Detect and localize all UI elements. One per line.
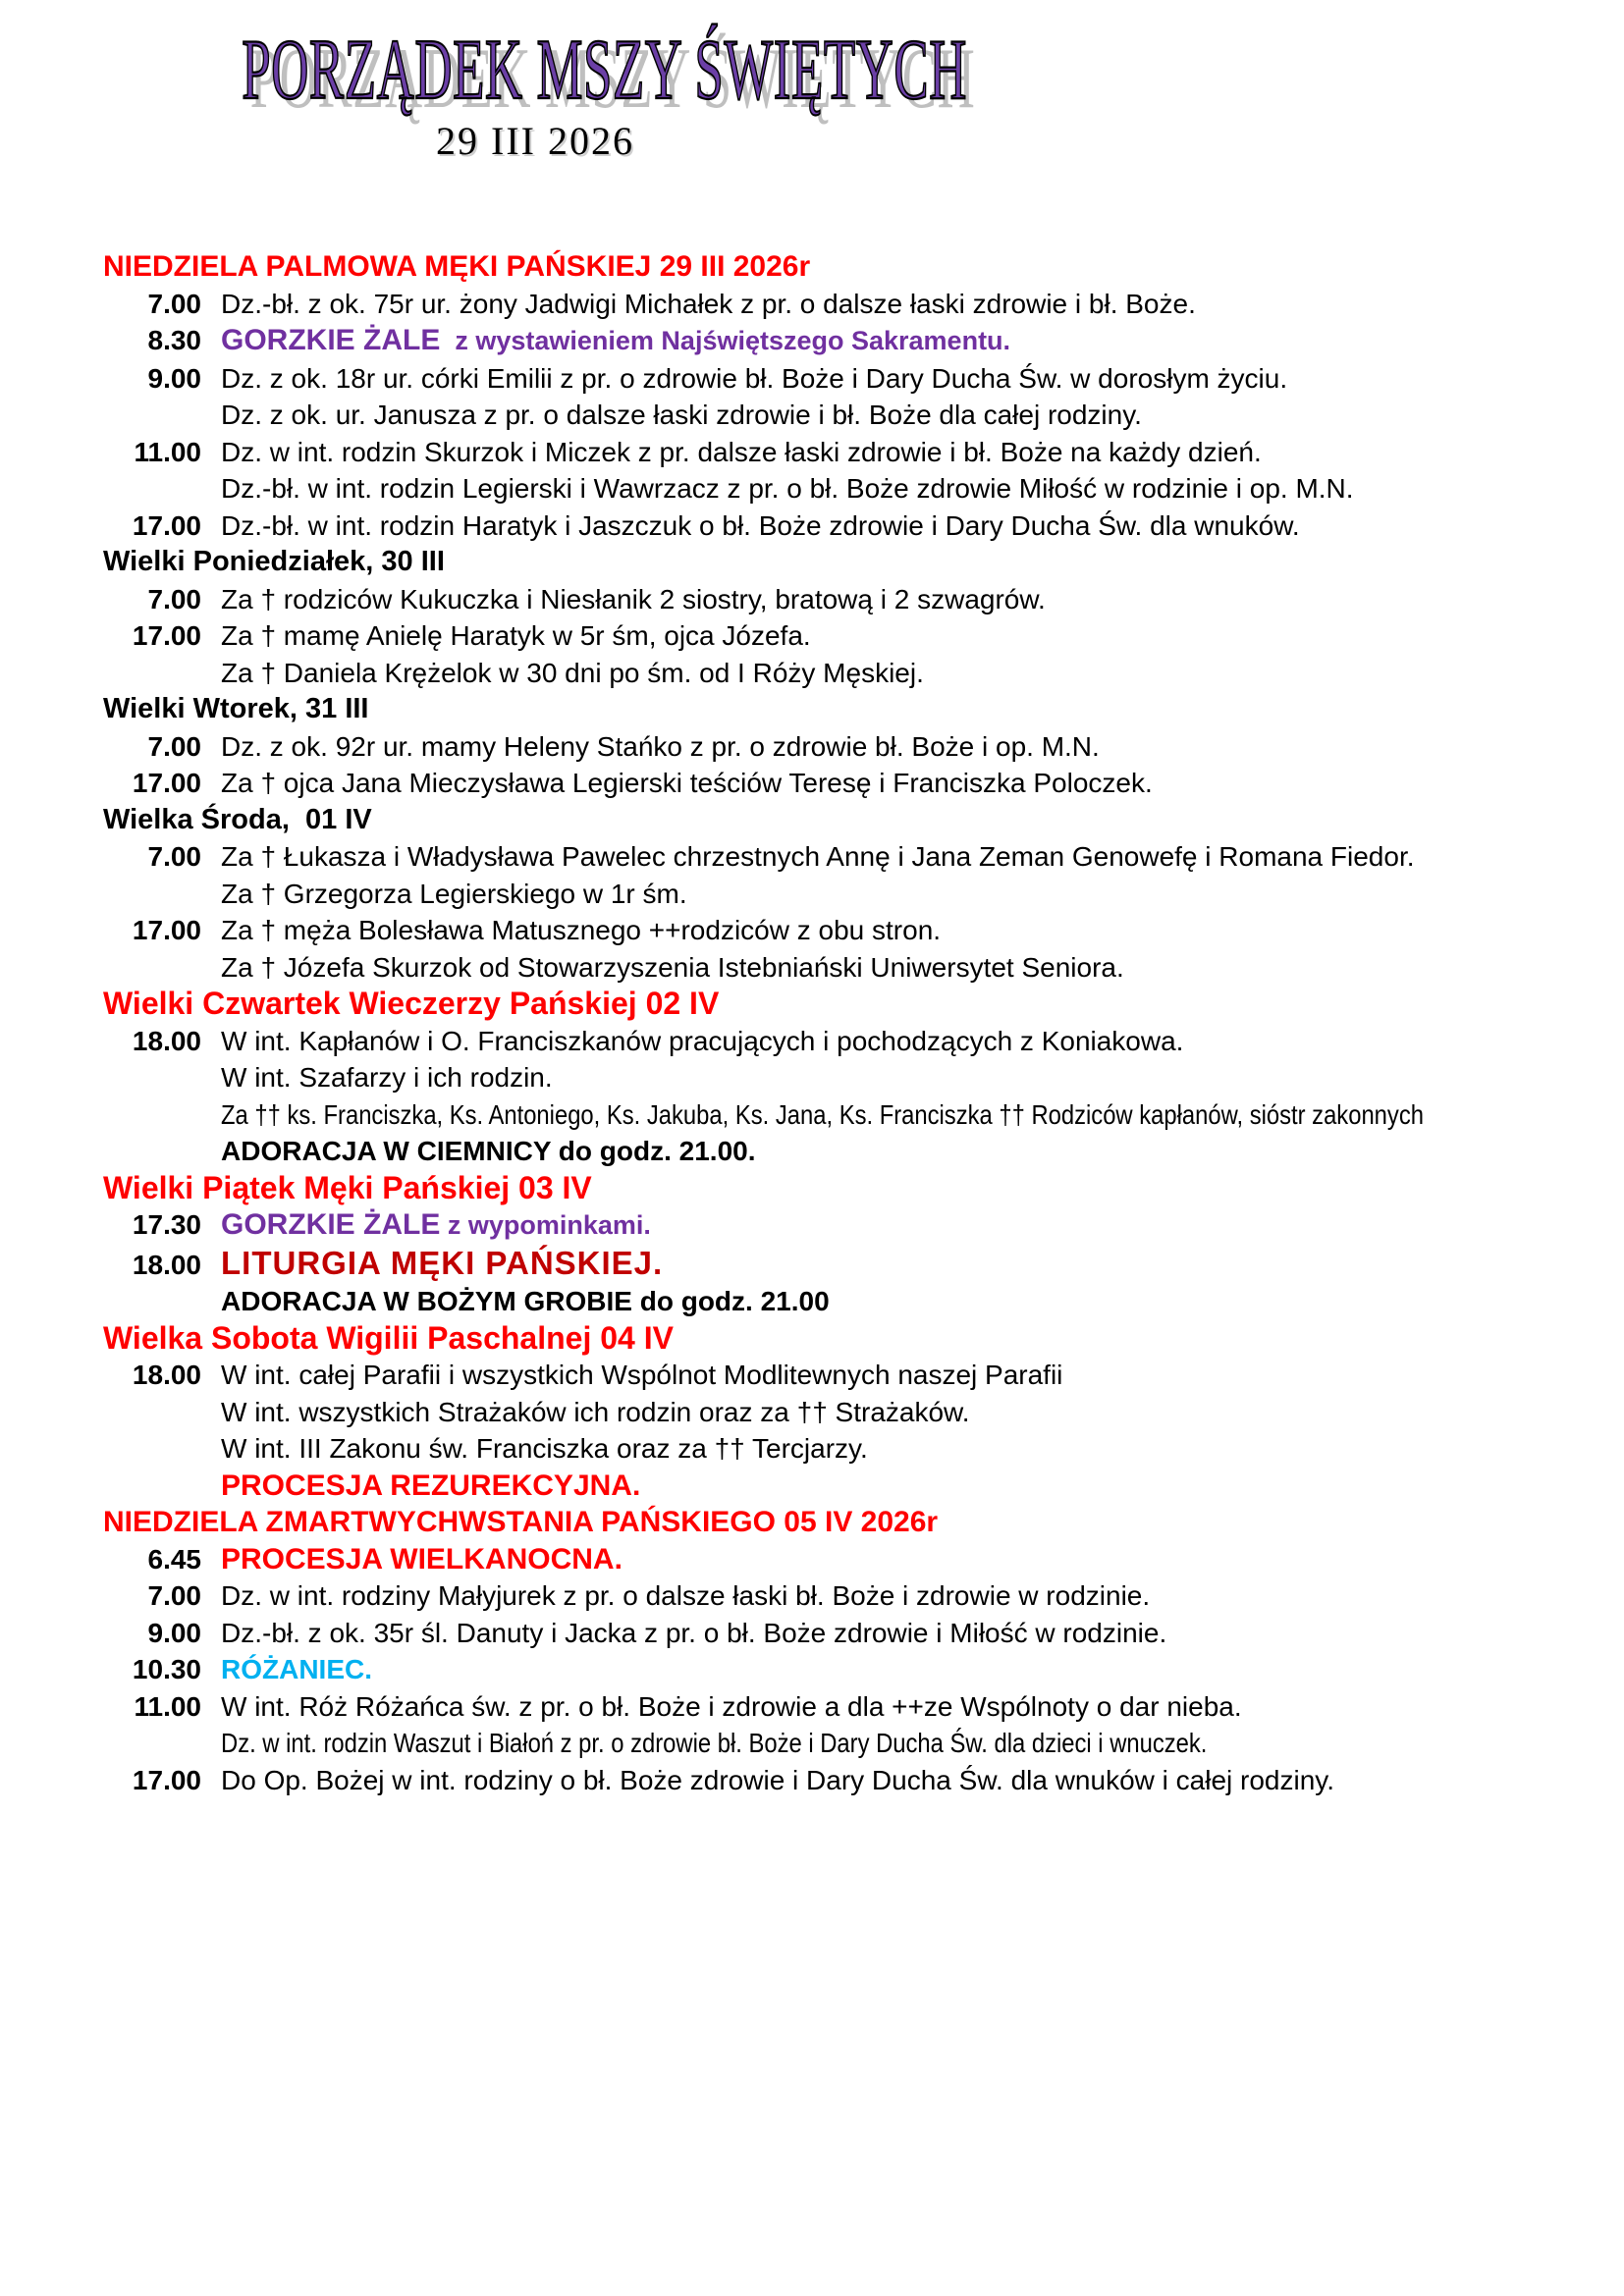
entry-text	[221, 1394, 970, 1431]
entry-text-segment: Za † Łukasza i Władysława Pawelec chrzestnych Annę i Jana Zeman Genowefę i Romana Fiedor.	[221, 841, 1415, 873]
entry-text-segment: Dz.-bł. w int. rodzin Legierski i Wawrzacz z pr. o bł. Boże zdrowie Miłość w rodzinie i op. M.N.	[221, 473, 1354, 505]
mass-entry	[103, 1245, 1624, 1284]
mass-entry	[103, 1133, 1624, 1170]
entry-text	[221, 728, 1100, 766]
entry-text	[221, 1245, 663, 1284]
entry-text-segment: Dz.-bł. z ok. 75r ur. żony Jadwigi Michałek z pr. o dalsze łaski zdrowie i bł. Boże.	[221, 288, 1196, 319]
entry-text-segment: Dz. w int. rodziny Małyjurek z pr. o dalsze łaski bł. Boże i zdrowie w rodzinie.	[221, 1580, 1151, 1612]
entry-text-segment: PROCESJA REZUREKCYJNA.	[221, 1468, 641, 1502]
mass-entry	[103, 728, 1624, 766]
entry-text-segment: Za † męża Bolesława Matusznego ++rodziców z obu stron.	[221, 915, 942, 946]
mass-entry	[103, 1357, 1624, 1394]
entry-text-segment: ADORACJA W BOŻYM GROBIE do godz. 21.00	[221, 1286, 830, 1317]
entry-text-segment: GORZKIE ŻALE	[221, 1208, 441, 1242]
mass-entry	[103, 581, 1624, 618]
section-heading: Wielki Poniedziałek, 30 III	[103, 546, 445, 578]
mass-entry	[103, 360, 1624, 398]
mass-entry	[103, 1096, 1624, 1134]
document-header	[0, 0, 1070, 164]
mass-entry	[103, 1651, 1624, 1688]
entry-text	[221, 1023, 1183, 1060]
mass-entry	[103, 1725, 1624, 1762]
schedule-section	[103, 802, 1624, 987]
entry-text	[221, 397, 1142, 434]
entry-text	[221, 581, 1046, 618]
entry-time: 7.00	[147, 730, 201, 762]
mass-entry	[103, 1206, 1624, 1245]
mass-entry	[103, 470, 1624, 507]
entry-time: 18.00	[132, 1249, 201, 1280]
entry-text-segment: W int. Szafarzy i ich rodzin.	[221, 1062, 553, 1094]
entry-time: 7.00	[147, 288, 201, 319]
entry-text-segment: Dz.-bł. z ok. 35r śl. Danuty i Jacka z pr. o bł. Boże zdrowie i Miłość w rodzinie.	[221, 1617, 1167, 1648]
mass-entry	[103, 1541, 1624, 1578]
entry-text	[221, 838, 1415, 876]
entry-text	[221, 1577, 1150, 1615]
entry-text	[221, 1615, 1166, 1652]
entry-text-segment: Dz. w int. rodzin Waszut i Białoń z pr. o zdrowie bł. Boże i Dary Ducha Św. dla dzieci i wnuczek.	[221, 1728, 1208, 1759]
entry-text	[221, 434, 1262, 471]
entry-text	[221, 1688, 1242, 1726]
entry-time: 7.00	[147, 841, 201, 873]
entry-time: 11.00	[134, 436, 201, 467]
entry-time: 9.00	[147, 362, 201, 394]
entry-text-segment: Za † Daniela Krężelok w 30 dni po śm. od I Róży Męskiej.	[221, 657, 924, 688]
mass-entry	[103, 507, 1624, 545]
entry-text-segment: ADORACJA W CIEMNICY do godz. 21.00.	[221, 1136, 756, 1167]
entry-text-segment: z wypominkami.	[440, 1210, 651, 1241]
schedule-section	[103, 1504, 1624, 1798]
entry-text-segment: z wystawieniem Najświętszego Sakramentu.	[440, 326, 1011, 356]
mass-entry	[103, 1283, 1624, 1320]
entry-text-segment: PROCESJA WIELKANOCNA.	[221, 1542, 623, 1575]
mass-entry	[103, 617, 1624, 655]
entry-time: 17.00	[132, 1764, 201, 1795]
entry-text	[221, 360, 1287, 398]
entry-text-segment: Za †† ks. Franciszka, Ks. Antoniego, Ks. Jakuba, Ks. Jana, Ks. Franciszka †† Rodziców kapłanów, sióstr zakonnych	[221, 1098, 1424, 1130]
entry-text	[221, 655, 924, 692]
mass-entry	[103, 286, 1624, 323]
entry-text-segment: RÓŻANIEC.	[221, 1654, 372, 1685]
entry-text	[221, 1357, 1062, 1394]
entry-text-segment: W int. Róż Różańca św. z pr. o bł. Boże i zdrowie a dla ++ze Wspólnoty o dar nieba.	[221, 1690, 1242, 1722]
section-heading: NIEDZIELA PALMOWA MĘKI PAŃSKIEJ 29 III 2026r	[103, 250, 811, 284]
entry-text	[221, 1206, 651, 1245]
entry-text	[221, 876, 687, 913]
entry-text-segment: W int. wszystkich Strażaków ich rodzin oraz za †† Strażaków.	[221, 1396, 970, 1427]
schedule-section	[103, 544, 1624, 691]
entry-time: 17.30	[132, 1209, 201, 1241]
mass-entry	[103, 838, 1624, 876]
mass-entry	[103, 322, 1624, 360]
mass-entry	[103, 1688, 1624, 1726]
entry-time: 17.00	[132, 509, 201, 541]
entry-text-segment: Dz.-bł. w int. rodzin Haratyk i Jaszczuk o bł. Boże zdrowie i Dary Ducha Św. dla wnuków.	[221, 509, 1300, 541]
entry-text	[221, 1541, 623, 1578]
entry-text-segment: W int. Kapłanów i O. Franciszkanów pracujących i pochodzących z Koniakowa.	[221, 1025, 1184, 1056]
mass-entry	[103, 1615, 1624, 1652]
mass-entry	[103, 434, 1624, 471]
entry-time: 18.00	[132, 1025, 201, 1056]
section-heading: Wielka Sobota Wigilii Paschalnej 04 IV	[103, 1319, 674, 1356]
entry-time: 18.00	[132, 1360, 201, 1391]
entry-time: 7.00	[147, 1580, 201, 1612]
entry-text-segment: Za † mamę Anielę Haratyk w 5r śm, ojca Józefa.	[221, 620, 811, 652]
section-heading: Wielki Wtorek, 31 III	[103, 693, 369, 725]
entry-time: 10.30	[132, 1654, 201, 1685]
entry-text	[221, 507, 1300, 545]
mass-entry	[103, 1468, 1624, 1505]
page-title: PORZĄDEK MSZY ŚWIĘTYCH	[242, 23, 967, 118]
section-heading: NIEDZIELA ZMARTWYCHWSTANIA PAŃSKIEGO 05 IV 2026r	[103, 1506, 939, 1539]
schedule-section	[103, 248, 1624, 544]
page-date: 29 III 2026	[436, 119, 634, 164]
entry-text-segment: GORZKIE ŻALE	[221, 324, 441, 357]
mass-entry	[103, 1394, 1624, 1431]
entry-text-segment: Za † ojca Jana Mieczysława Legierski teściów Teresę i Franciszka Poloczek.	[221, 768, 1153, 799]
entry-text	[221, 765, 1153, 802]
section-heading: Wielki Czwartek Wieczerzy Pańskiej 02 IV	[103, 986, 720, 1022]
mass-entry	[103, 1762, 1624, 1799]
entry-time: 9.00	[147, 1617, 201, 1648]
entry-time: 7.00	[147, 583, 201, 614]
mass-entry	[103, 397, 1624, 434]
entry-text-segment: Za † rodziców Kukuczka i Niesłanik 2 siostry, bratową i 2 szwagrów.	[221, 583, 1046, 614]
schedule-section	[103, 1320, 1624, 1505]
mass-entry	[103, 765, 1624, 802]
entry-text-segment: Dz. z ok. 18r ur. córki Emilii z pr. o zdrowie bł. Boże i Dary Ducha Św. w dorosłym życiu.	[221, 362, 1288, 394]
mass-entry	[103, 1430, 1624, 1468]
section-heading: Wielka Środa, 01 IV	[103, 803, 372, 835]
entry-text-segment: LITURGIA MĘKI PAŃSKIEJ.	[221, 1244, 664, 1281]
entry-text-segment: Dz. w int. rodzin Skurzok i Miczek z pr. dalsze łaski zdrowie i bł. Boże na każdy dzień.	[221, 436, 1262, 467]
entry-time: 6.45	[147, 1543, 201, 1575]
entry-text-segment: Za † Grzegorza Legierskiego w 1r śm.	[221, 878, 687, 909]
entry-time: 17.00	[132, 768, 201, 799]
entry-text	[221, 1430, 868, 1468]
entry-text	[221, 1096, 1624, 1134]
mass-entry	[103, 1059, 1624, 1096]
entry-text	[221, 1725, 1381, 1762]
entry-text	[221, 470, 1354, 507]
mass-entry	[103, 912, 1624, 949]
entry-text	[221, 286, 1196, 323]
mass-schedule	[103, 248, 1624, 1798]
mass-entry	[103, 1023, 1624, 1060]
entry-text	[221, 322, 1010, 360]
entry-time: 11.00	[134, 1690, 201, 1722]
schedule-section	[103, 691, 1624, 802]
entry-time: 17.00	[132, 620, 201, 652]
mass-entry	[103, 655, 1624, 692]
entry-text-segment: W int. III Zakonu św. Franciszka oraz za †† Tercjarzy.	[221, 1433, 868, 1465]
entry-text-segment: Dz. z ok. ur. Janusza z pr. o dalsze łaski zdrowie i bł. Boże dla całej rodziny.	[221, 400, 1142, 431]
mass-entry	[103, 876, 1624, 913]
entry-text-segment: Dz. z ok. 92r ur. mamy Heleny Stańko z pr. o zdrowie bł. Boże i op. M.N.	[221, 730, 1100, 762]
entry-text-segment: Do Op. Bożej w int. rodziny o bł. Boże zdrowie i Dary Ducha Św. dla wnuków i całej rodziny.	[221, 1764, 1334, 1795]
section-heading: Wielki Piątek Męki Pańskiej 03 IV	[103, 1169, 592, 1205]
entry-text-segment: W int. całej Parafii i wszystkich Wspólnot Modlitewnych naszej Parafii	[221, 1360, 1063, 1391]
mass-entry	[103, 949, 1624, 987]
entry-text	[221, 617, 811, 655]
entry-text	[221, 1283, 830, 1320]
entry-text	[221, 912, 941, 949]
entry-text	[221, 1133, 756, 1170]
entry-text	[221, 949, 1124, 987]
mass-entry	[103, 1577, 1624, 1615]
entry-text	[221, 1059, 553, 1096]
schedule-section	[103, 986, 1624, 1170]
entry-text-segment: Za † Józefa Skurzok od Stowarzyszenia Istebniański Uniwersytet Seniora.	[221, 951, 1124, 983]
entry-time: 8.30	[147, 325, 201, 356]
entry-text	[221, 1762, 1334, 1799]
schedule-section	[103, 1170, 1624, 1320]
entry-time: 17.00	[132, 915, 201, 946]
entry-text	[221, 1468, 640, 1505]
entry-text	[221, 1651, 372, 1688]
